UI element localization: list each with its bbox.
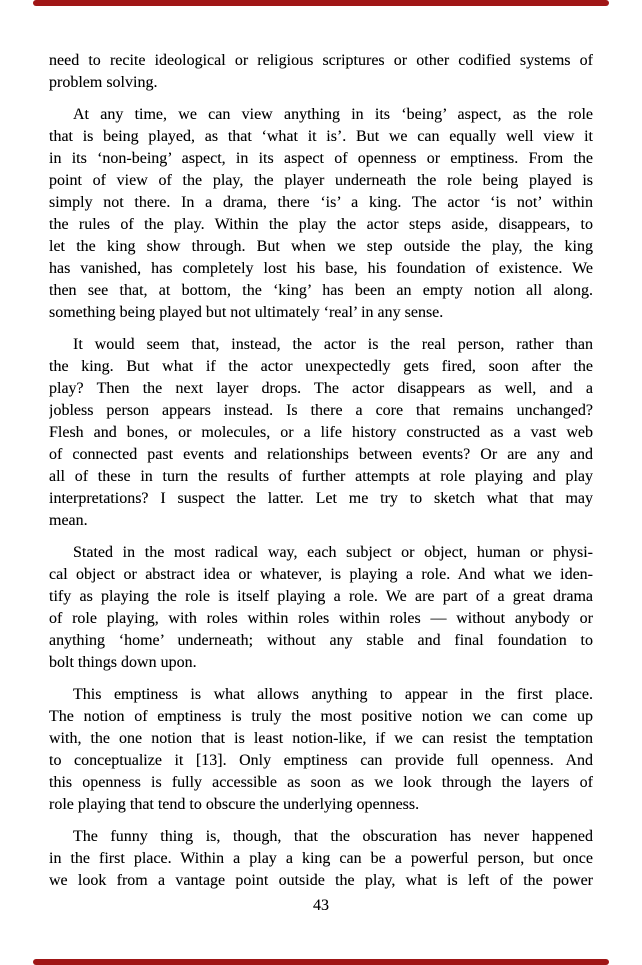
paragraph [49, 684, 593, 816]
paragraph [49, 104, 593, 324]
text-line: tify as playing the role is itself playing a role. We are part of a great drama [49, 588, 593, 605]
text-line: interpretations? I suspect the latter. Let me try to sketch what that may [49, 490, 593, 507]
text-line: anything ‘home’ underneath; without any stable and final foundation to [49, 632, 593, 649]
text-line: problem solving. [49, 74, 158, 91]
text-line: The notion of emptiness is truly the most positive notion we can come up [49, 708, 593, 725]
text-line: let the king show through. But when we step outside the play, the king [49, 238, 593, 255]
text-line: the king. But what if the actor unexpectedly gets fired, soon after the [49, 358, 593, 375]
paragraph [49, 50, 593, 94]
text-line: jobless person appears instead. Is there a core that remains unchanged? [49, 402, 593, 419]
text-line: Flesh and bones, or molecules, or a life history constructed as a vast web [49, 424, 593, 441]
text-line: This emptiness is what allows anything to appear in the first place. [73, 686, 593, 703]
paragraph [49, 542, 593, 674]
text-line: bolt things down upon. [49, 654, 197, 671]
text-line: At any time, we can view anything in its ‘being’ aspect, as the role [73, 106, 593, 123]
text-line: in the first place. Within a play a king can be a powerful person, but once [49, 850, 593, 867]
text-line: mean. [49, 512, 88, 529]
page-number: 43 [313, 897, 329, 914]
bottom-page-edge-bar [33, 959, 609, 965]
text-line: play? Then the next layer drops. The actor disappears as well, and a [49, 380, 593, 397]
text-line: of role playing, with roles within roles within roles — without anybody or [49, 610, 593, 627]
text-line: the rules of the play. Within the play the actor steps aside, disappears, to [49, 216, 593, 233]
text-line: simply not there. In a drama, there ‘is’ a king. The actor ‘is not’ within [49, 194, 593, 211]
paragraph [49, 334, 593, 532]
text-line: something being played but not ultimately ‘real’ in any sense. [49, 304, 444, 321]
text-line: of connected past events and relationships between events? Or are any and [49, 446, 593, 463]
text-line: The funny thing is, though, that the obscuration has never happened [73, 828, 593, 845]
text-line: this openness is fully accessible as soon as we look through the layers of [49, 774, 593, 791]
text-line: that is being played, as that ‘what it is’. But we can equally well view it [49, 128, 593, 145]
text-line: in its ‘non-being’ aspect, in its aspect of openness or emptiness. From the [49, 150, 593, 167]
text-line: has vanished, has completely lost his base, his foundation of existence. We [49, 260, 593, 277]
text-line: to conceptualize it [13]. Only emptiness can provide full openness. And [49, 752, 593, 769]
text-line: role playing that tend to obscure the underlying openness. [49, 796, 420, 813]
text-line: all of these in turn the results of further attempts at role playing and play [49, 468, 593, 485]
text-line: Stated in the most radical way, each subject or object, human or physi- [73, 544, 593, 561]
text-line: with, the one notion that is least notion-like, if we can resist the temptation [49, 730, 593, 747]
paragraph [49, 826, 593, 892]
top-page-edge-bar [33, 0, 609, 6]
text-line: need to recite ideological or religious scriptures or other codified systems of [49, 52, 593, 69]
text-line: point of view of the play, the player underneath the role being played is [49, 172, 593, 189]
text-line: cal object or abstract idea or whatever, is playing a role. And what we iden- [49, 566, 593, 583]
text-line: then see that, at bottom, the ‘king’ has been an empty notion all along. [49, 282, 593, 299]
text-line: It would seem that, instead, the actor is the real person, rather than [73, 336, 593, 353]
text-line: we look from a vantage point outside the play, what is left of the power [49, 872, 593, 889]
text-block [49, 50, 593, 892]
